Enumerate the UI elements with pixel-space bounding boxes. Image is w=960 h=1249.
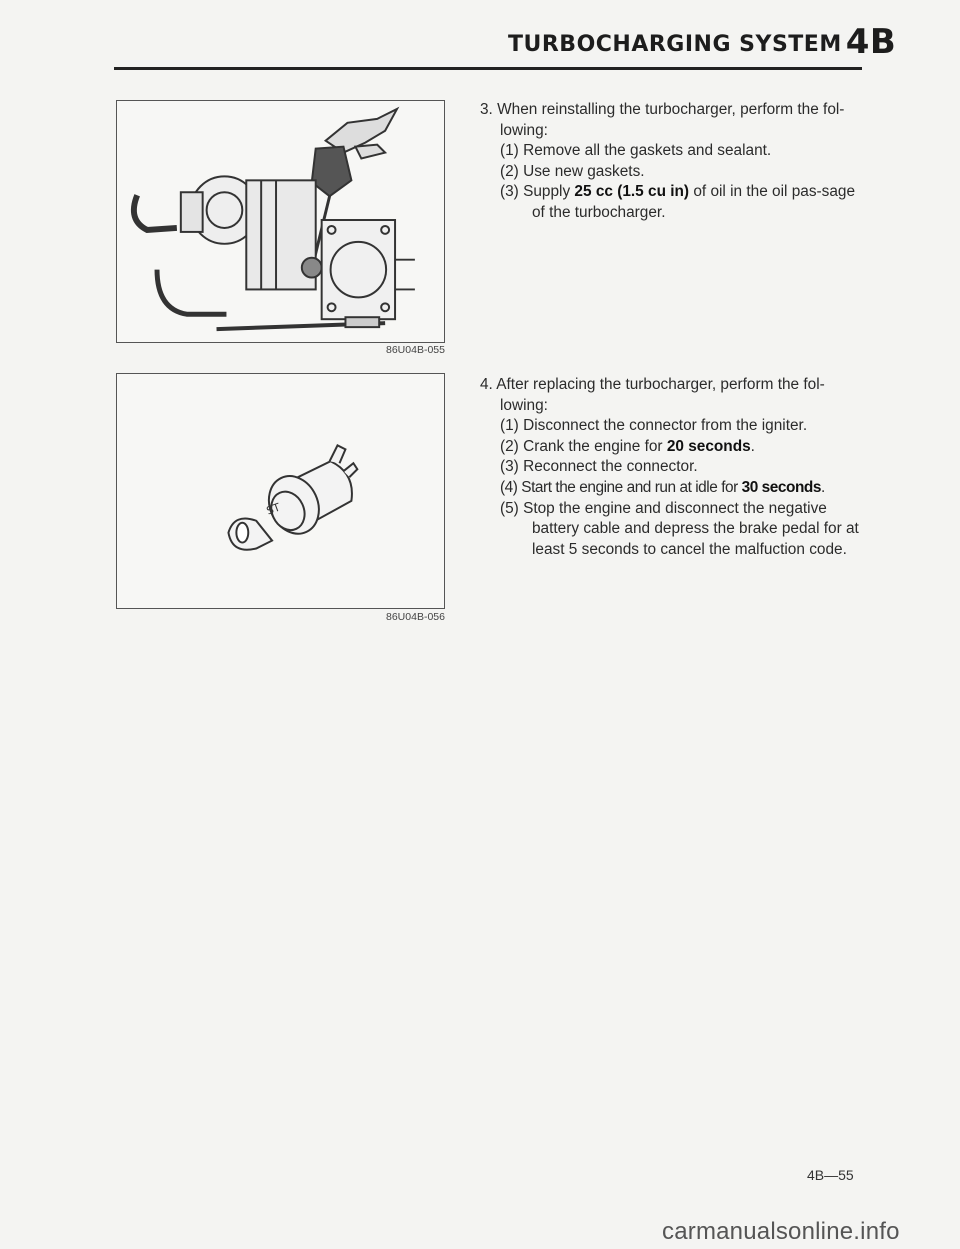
step-4-item: (5) Stop the engine and disconnect the negative battery cable and depress the brake pedal for at least 5 seconds to cancel the malfuction code. (500, 499, 859, 558)
step-4-item: (3) Reconnect the connector. (500, 458, 698, 476)
step-4-item (480, 478, 862, 499)
step-4-section (480, 375, 862, 560)
step-text: . (820, 478, 825, 496)
figure-turbocharger-oil (116, 100, 445, 343)
figure-caption: 86U04B-056 (386, 611, 445, 623)
step-4-item (480, 437, 862, 458)
step-3-section (480, 100, 862, 224)
step-3-item: (1) Remove all the gaskets and sealant. (500, 142, 772, 160)
step-4-intro: 4. After replacing the turbocharger, perform the fol-lowing: (480, 376, 825, 414)
section-code: 4B (845, 22, 897, 62)
header-rule (114, 67, 862, 70)
step-3-item (480, 182, 862, 223)
turbocharger-oil-illustration-icon (117, 101, 444, 342)
step-text: (4) Start the engine and run at idle for (500, 478, 742, 496)
figure-ignition-switch (116, 373, 445, 609)
step-4-item: (1) Disconnect the connector from the igniter. (500, 417, 808, 435)
step-text: (3) Supply (500, 183, 575, 201)
header-title: TURBOCHARGING SYSTEM (508, 32, 842, 57)
step-text: (2) Crank the engine for (500, 437, 667, 455)
svg-text:ST: ST (264, 500, 282, 518)
figure-caption: 86U04B-055 (386, 344, 445, 356)
page-header (508, 22, 896, 62)
watermark: carmanualsonline.info (662, 1218, 900, 1245)
step-3-item: (2) Use new gaskets. (500, 162, 645, 180)
idle-duration: 30 seconds (741, 478, 821, 496)
page-number: 4B—55 (807, 1167, 854, 1183)
step-text: . (750, 437, 755, 455)
ignition-key-switch-illustration-icon (117, 374, 444, 608)
step-3-intro: 3. When reinstalling the turbocharger, perform the fol-lowing: (480, 101, 845, 139)
crank-duration: 20 seconds (666, 437, 751, 455)
step-text: of oil in the oil pas-sage of the turbocharger. (532, 183, 856, 221)
oil-quantity: 25 cc (1.5 cu in) (574, 183, 690, 201)
